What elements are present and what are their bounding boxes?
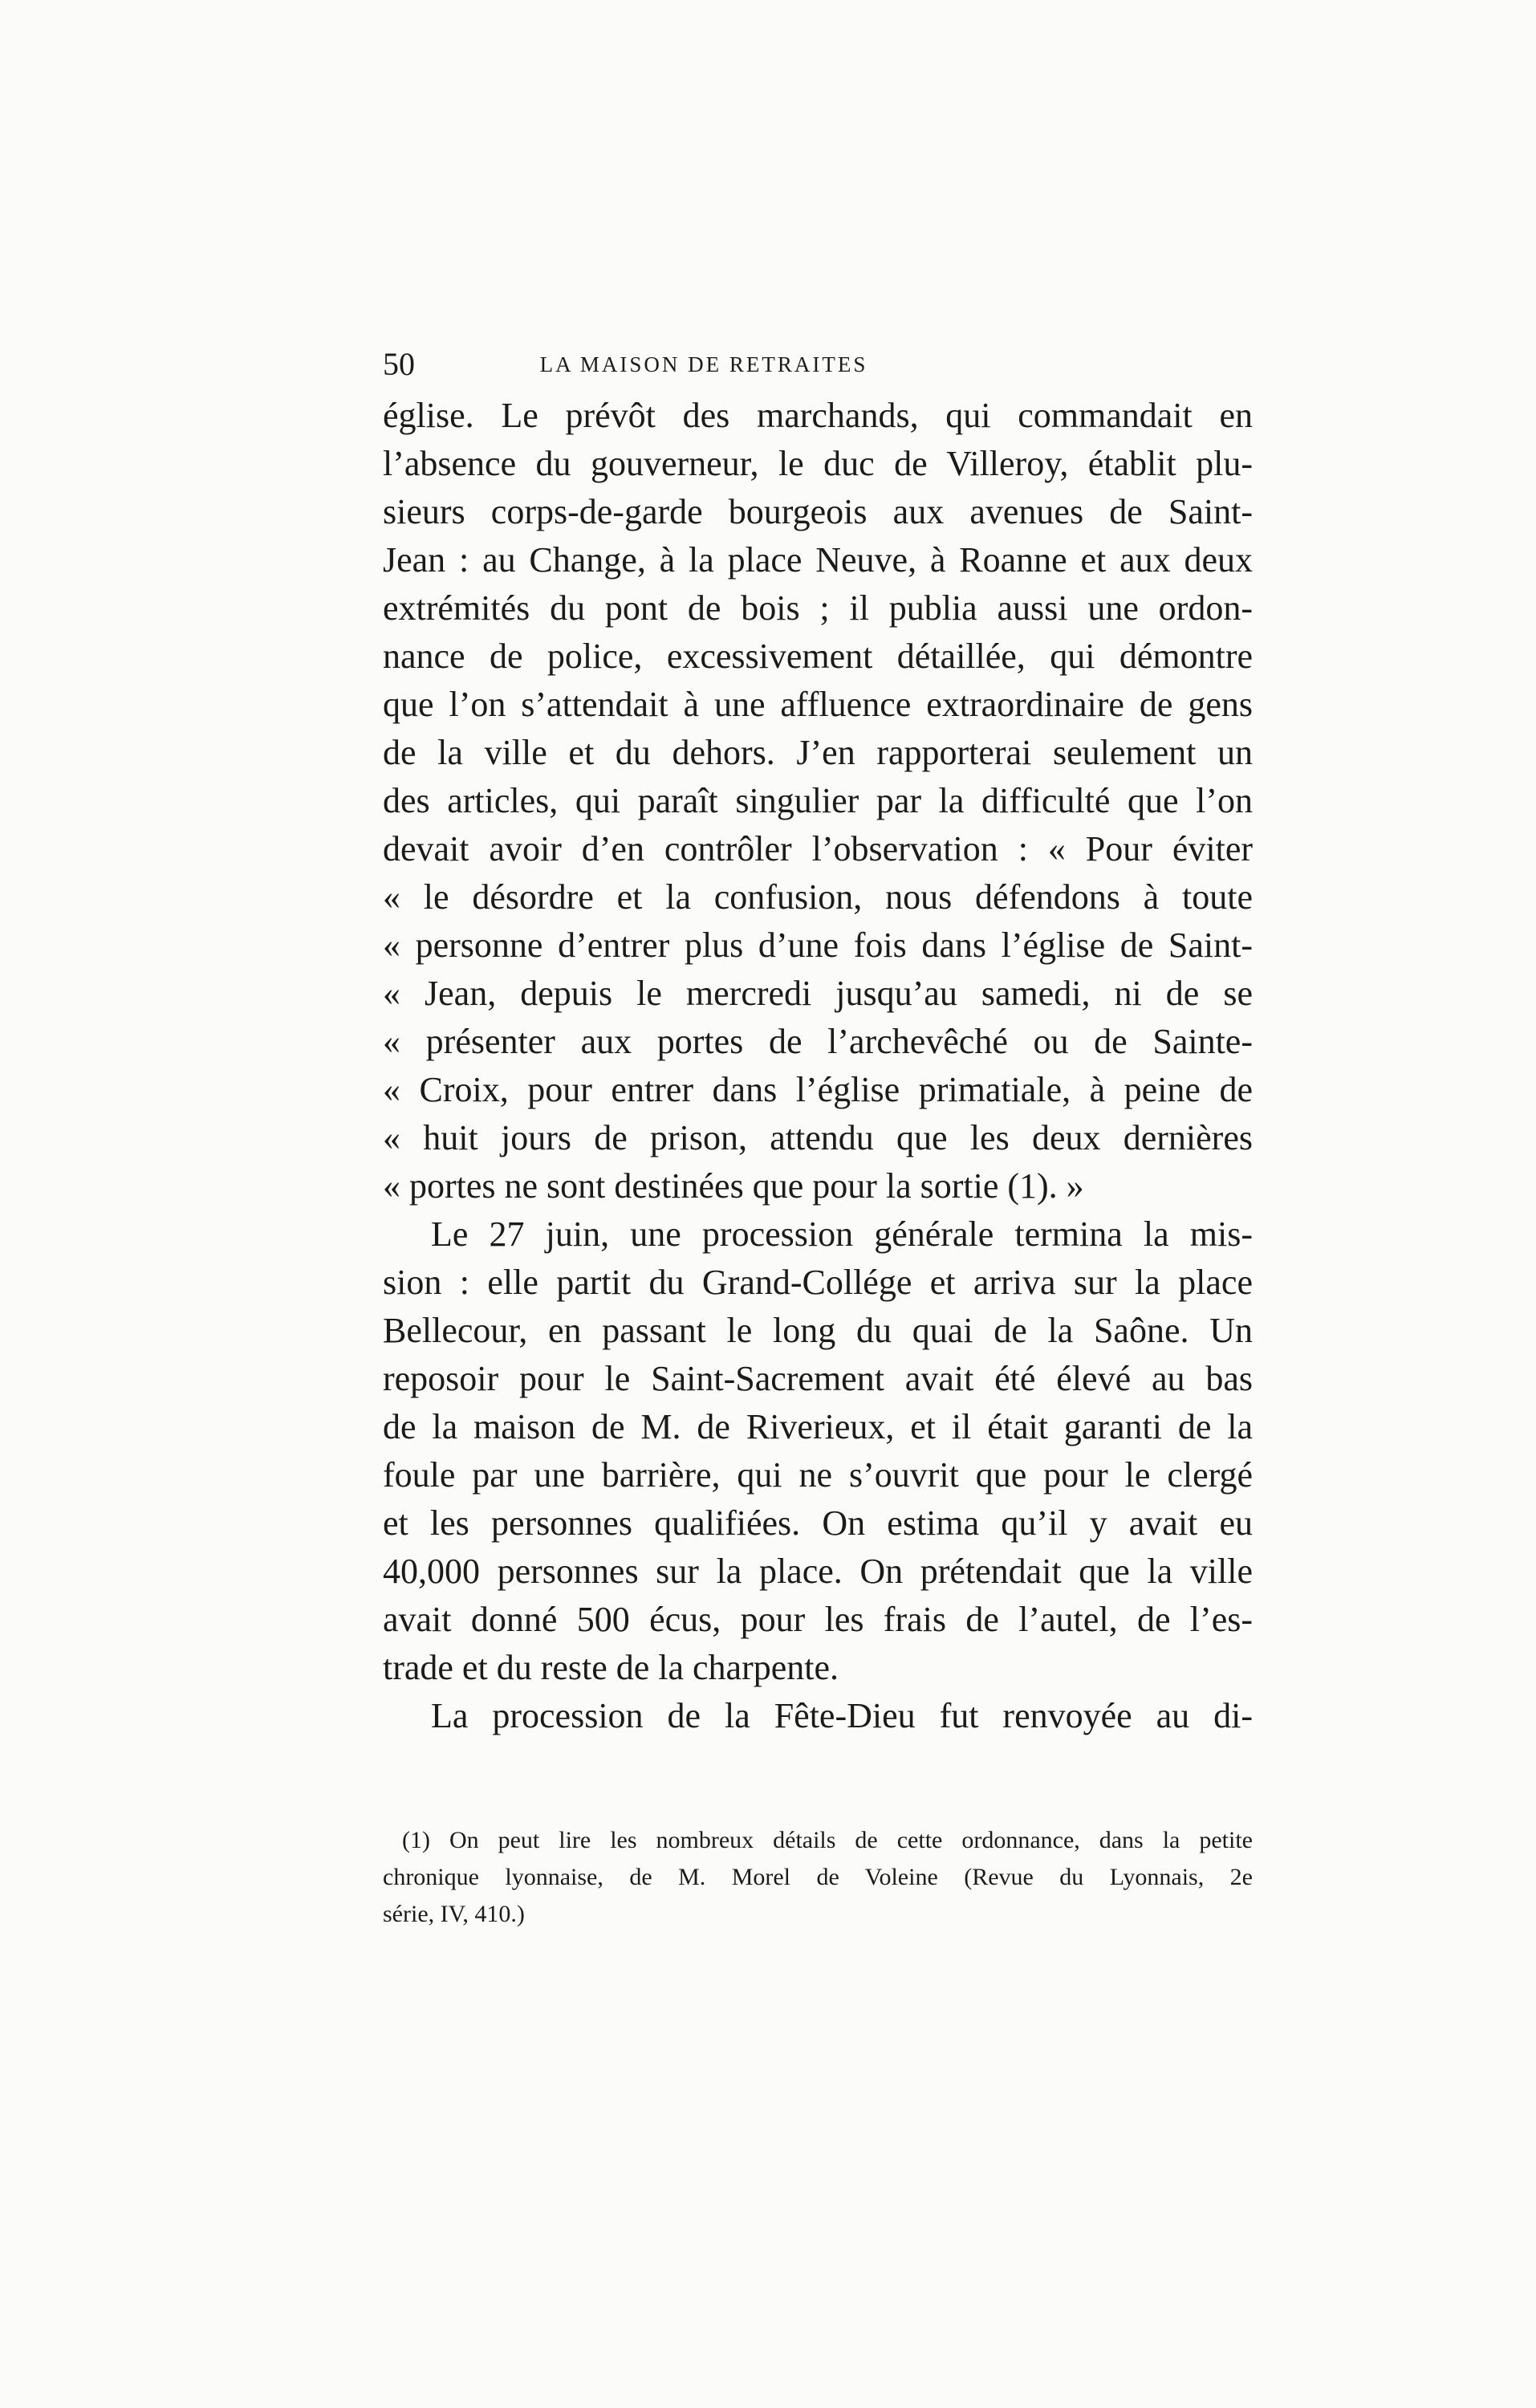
body-line: « portes ne sont destinées que pour la sortie (1). » <box>383 1166 1084 1206</box>
body-line: Jean : au Change, à la place Neuve, à Roanne et aux deux <box>383 540 1253 580</box>
body-line: et les personnes qualifiées. On estima qu’il y avait eu <box>383 1503 1253 1543</box>
body-line: 40,000 personnes sur la place. On prétendait que la ville <box>383 1552 1253 1591</box>
body-line: « Croix, pour entrer dans l’église primatiale, à peine de <box>383 1070 1253 1109</box>
body-line: sieurs corps-de-garde bourgeois aux avenues de Saint- <box>383 492 1253 531</box>
body-line: La procession de la Fête-Dieu fut renvoyée au di- <box>431 1696 1253 1735</box>
footnotes <box>383 1822 1253 1933</box>
page-number: 50 <box>383 346 415 382</box>
body-line: « le désordre et la confusion, nous défendons à toute <box>383 877 1253 917</box>
footnote-line: chronique lyonnaise, de M. Morel de Voleine (Revue du Lyonnais, 2e <box>383 1864 1253 1890</box>
body-line: que l’on s’attendait à une affluence extraordinaire de gens <box>383 685 1253 724</box>
body-line: devait avoir d’en contrôler l’observation : « Pour éviter <box>383 829 1253 868</box>
body-line: de la maison de M. de Riverieux, et il était garanti de la <box>383 1407 1253 1446</box>
body-line: reposoir pour le Saint-Sacrement avait été élevé au bas <box>383 1359 1253 1398</box>
body-line: de la ville et du dehors. J’en rapporterai seulement un <box>383 733 1253 772</box>
body-line: « huit jours de prison, attendu que les deux dernières <box>383 1118 1253 1157</box>
body-line: l’absence du gouverneur, le duc de Villeroy, établit plu- <box>383 444 1253 483</box>
body-line: sion : elle partit du Grand-Collége et arriva sur la place <box>383 1263 1253 1302</box>
footnote-line: (1) On peut lire les nombreux détails de cette ordonnance, dans la petite <box>402 1827 1253 1853</box>
body-line: « personne d’entrer plus d’une fois dans l’église de Saint- <box>383 925 1253 965</box>
body-line: trade et du reste de la charpente. <box>383 1648 839 1687</box>
running-head: LA MAISON DE RETRAITES <box>539 352 868 376</box>
footnote-line: série, IV, 410.) <box>383 1901 525 1927</box>
body-line: des articles, qui paraît singulier par la difficulté que l’on <box>383 781 1253 820</box>
body-text <box>383 392 1253 1788</box>
body-line: Le 27 juin, une procession générale termina la mis- <box>431 1214 1253 1254</box>
body-line: « Jean, depuis le mercredi jusqu’au samedi, ni de se <box>383 974 1253 1013</box>
body-line: avait donné 500 écus, pour les frais de l’autel, de l’es- <box>383 1600 1253 1639</box>
body-line: « présenter aux portes de l’archevêché ou de Sainte- <box>383 1022 1253 1061</box>
body-line: église. Le prévôt des marchands, qui commandait en <box>383 396 1253 435</box>
body-line: Bellecour, en passant le long du quai de la Saône. Un <box>383 1311 1253 1350</box>
page-header <box>383 340 993 388</box>
body-line: foule par une barrière, qui ne s’ouvrit que pour le clergé <box>383 1455 1253 1495</box>
body-line: nance de police, excessivement détaillée, qui démontre <box>383 637 1253 676</box>
body-line: extrémités du pont de bois ; il publia aussi une ordon- <box>383 588 1253 628</box>
